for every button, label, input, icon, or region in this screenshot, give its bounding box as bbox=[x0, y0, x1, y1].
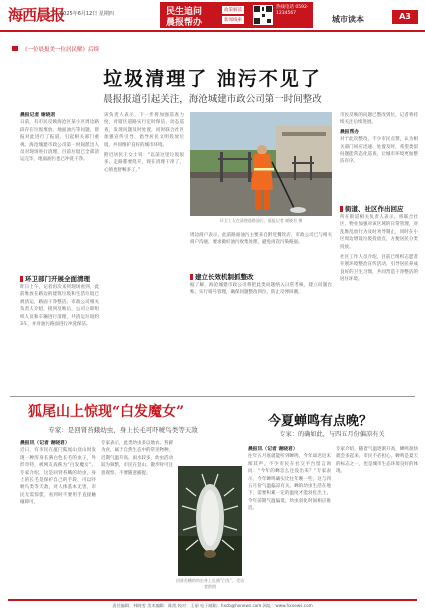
footer-rule bbox=[8, 599, 417, 601]
banner-tag2: 新闻线索 bbox=[224, 18, 242, 23]
lead-subheading-1: 环卫部门开展全面清理 bbox=[20, 274, 90, 283]
story3-byline: 晨报讯（记者 谢晓君） bbox=[248, 447, 298, 452]
lead-col1-text: 日前，有市民反映海沧区某小区周边路段存在垃圾堆放、地面油污等问题，晨报对此进行了报道，引起相关部门重视。海沧城建市政公司第一时间派出人员对现场进行清理，目前垃圾已全部清运完毕，地面油污也已冲洗干净。 bbox=[20, 120, 99, 163]
story3-col2 bbox=[336, 446, 418, 594]
lead-photo-caption: 环卫工人在清理道路油污，晨报记者 谢晓君 摄 bbox=[219, 218, 303, 223]
white-caterpillar-photo bbox=[178, 466, 242, 576]
page-footer bbox=[0, 599, 425, 611]
story2-dek: 专家：是回肾苔蛾幼虫，身上长毛可吓唬鸟类等天敌 bbox=[48, 426, 198, 434]
lead-photo bbox=[190, 112, 332, 216]
story2-col1 bbox=[20, 440, 96, 594]
lead-col4c-text: 所在街道相关负责人表示，将联合社区、物业加强对该区域的日常管理，对乱堆乱放行为及时劝导制止，同时在小区周边增设垃圾投放点，方便居民分类投放。 bbox=[340, 215, 418, 250]
story2-col2 bbox=[101, 440, 173, 594]
lead-kicker: 《一位晨报美一位居民解》后续 bbox=[22, 47, 100, 53]
story2-col3 bbox=[178, 440, 242, 464]
story3-headline: 今夏蝉鸣有点晚？ bbox=[268, 414, 373, 429]
story2-photo-caption: 回肾苔蛾的幼虫身上长满“白发”，受访者供图 bbox=[175, 578, 245, 589]
story3-dek: 专家：的确如此，与四五月份偏凉有关 bbox=[279, 431, 385, 438]
lead-col1 bbox=[20, 112, 99, 272]
story3-body2: 专家介绍，随着气温逐渐升高，蝉鸣很快就会多起来，市民不必担心。蝉鸣是夏天的标志之一，也是城市生态环境良好的体现。 bbox=[336, 447, 418, 475]
banner-line2: 晨报帮办 bbox=[166, 18, 203, 28]
lead-subhead: 晨报报道引起关注，海沧城建市政公司第一时间整改 bbox=[103, 94, 322, 105]
story2-byline: 晨报讯（记者 谢晓君） bbox=[20, 441, 70, 446]
lead-col1b-text: 昨日上午，记者再次来到现场看到，此前堆放在路边的建筑垃圾和生活垃圾已被清运，路面干净整洁。市政公司相关负责人介绍，接到反映后，公司立即组织人员和车辆进行清理，共清运垃圾约3车，并对油污路面进行冲洗保洁。 bbox=[20, 285, 99, 328]
lead-col4c bbox=[340, 214, 418, 390]
lead-byline: 晨报记者 谢晓君 bbox=[20, 113, 56, 118]
story2-body: 近日，有市民在厦门狐尾山登山时发现一种浑身长满白色长毛的虫子，外形奇特，被网友戏称为“白发魔女”。专家介绍，这是回肾苔蛾的幼虫，身上的长毛是保护自己的手段，可以吓唬鸟类等天敌，对人体基本无害，市民无需惊慌，看到时不要用手直接触碰即可。 bbox=[20, 448, 96, 506]
header-banner bbox=[160, 2, 313, 28]
masthead-name: 海西晨报 bbox=[8, 6, 65, 24]
banner-tag1: 政策解读 bbox=[224, 8, 242, 13]
story3-body: 往年五月底就能听到蝉鸣，今年却迟迟未闻其声。不少市民在社交平台留言询问：“今年的蝉怎么还没出来？”专家表示，今年蝉鸣确实比往年晚一些，这与四五月份气温偏凉有关。蝉的幼虫生活在地下，需要积累一定的温度才能羽化出土，今年前期气温偏低，幼虫羽化时间相应推迟。 bbox=[248, 454, 331, 512]
lead-col3 bbox=[190, 232, 332, 270]
lead-col3-text: 周边商户表示，此前路面油污主要来自附近餐饮店，市政公司已与相关商户沟通，要求做好油污收集处理，避免再次污染路面。 bbox=[190, 233, 332, 246]
lead-col2 bbox=[104, 112, 184, 392]
section-divider bbox=[10, 396, 415, 397]
sanitation-worker-photo bbox=[190, 112, 332, 216]
banner-hotline: 热线电话 0592-1234567 bbox=[276, 5, 309, 16]
footer-text: 责任编辑：林晓雯 美术编辑：陈凯 校对：王丽 电子邮箱：hxcb@hxnews.com 网址：www.hxnews.com bbox=[112, 603, 313, 608]
lead-col4 bbox=[340, 112, 418, 202]
masthead-logo bbox=[8, 4, 64, 25]
lead-col2b-text: 附近居民王女士说：“以前这里垃圾很多，走路都要绕开，现在清理干净了，心情也舒畅多了。” bbox=[104, 153, 184, 173]
lead-col4d-text: 社区工作人员介绍，目前已组织志愿者开展环境整治宣传活动，引导居民养成良好的卫生习惯，共同营造干净整洁的居住环境。 bbox=[340, 255, 418, 283]
lead-col3b bbox=[190, 282, 332, 390]
lead-subheading-3: 街道、社区作出回应 bbox=[340, 204, 404, 213]
lead-col4-text: 市民反映的问题已整改到位，记者将持续关注后续进展。 bbox=[340, 113, 418, 126]
lead-col4b-text: 对于此次整改，不少市民点赞，认为相关部门回应迅速、处置及时，希望类似问题能常态化巡查，让城市环境更加整洁有序。 bbox=[340, 137, 418, 165]
caterpillar-photo bbox=[178, 466, 242, 576]
lead-col1b bbox=[20, 284, 99, 390]
section-title: 城市读本 bbox=[332, 15, 364, 24]
story2-headline: 狐尾山上惊现“白发魔女” bbox=[28, 404, 185, 420]
story3-col1 bbox=[248, 446, 331, 594]
lead-col4-heading: 晨报帮办 bbox=[340, 129, 360, 135]
lead-col2-text: 该负责人表示，下一步将加强巡查力度，对辖区道路实行定时保洁、动态巡查，发现问题及时处置，同时联合社区加强宣传引导，倡导居民文明投放垃圾，共同维护良好的城市环境。 bbox=[104, 113, 184, 148]
lead-subheading-2: 建立长效机制抓整改 bbox=[190, 272, 254, 281]
lead-headline: 垃圾清理了 油污不见了 bbox=[103, 68, 322, 90]
story2-body2: 专家表示，此类幼虫多以地衣、苔藓为食，属于自然生态中的常见物种，近期气温升高、雨水较多，幼虫活动较为频繁，市民在登山、散步时可注意观察，不要随意捕捉。 bbox=[101, 441, 173, 476]
banner-line1: 民生追问 bbox=[166, 7, 203, 17]
dateline: 2025年6月12日 星期四 bbox=[60, 11, 114, 17]
header-rule bbox=[0, 30, 425, 32]
page-number: A3 bbox=[392, 10, 418, 24]
qr-code-icon bbox=[253, 5, 273, 25]
lead-col3b-text: 据了解，海沧城建市政公司将把此类问题纳入日常考核，建立问题台账，实行销号管理，确保问题整改到位，防止反弹回潮。 bbox=[190, 283, 332, 296]
